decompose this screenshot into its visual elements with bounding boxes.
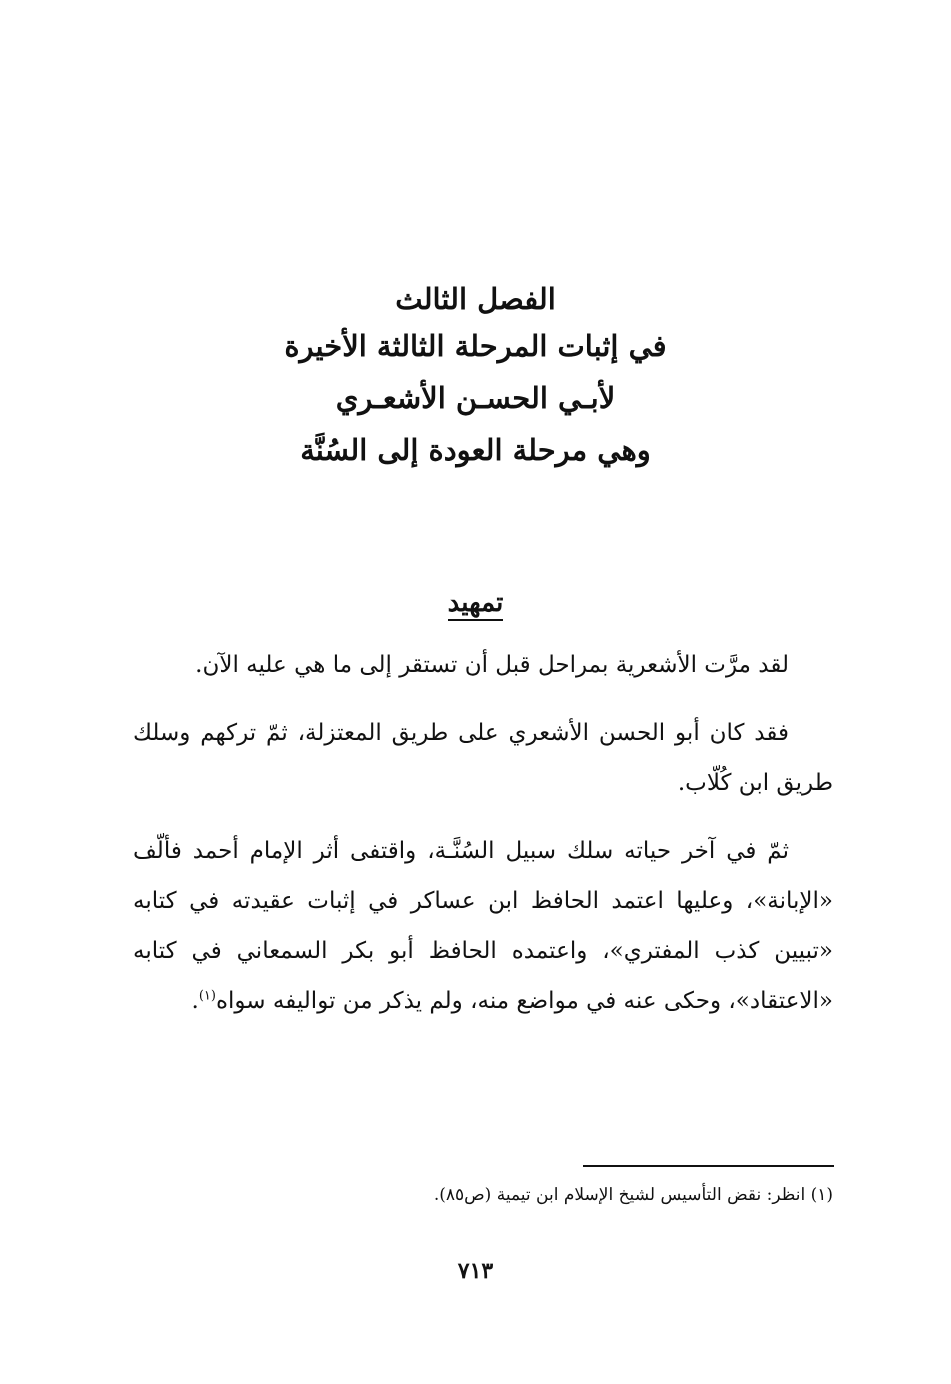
chapter-header: [120, 278, 831, 476]
chapter-title-line-2: لأبـي الحسـن الأشعـري: [335, 381, 616, 415]
footnote-divider: [583, 1165, 834, 1167]
paragraph-3-end: .: [191, 988, 199, 1014]
section-heading: [120, 583, 831, 623]
paragraph-3: [133, 826, 833, 1026]
section-heading-text: تمهيد: [448, 588, 504, 621]
paragraph-1: لقد مرَّت الأشعرية بمراحل قبل أن تستقر إلى ما هي عليه الآن.: [195, 652, 789, 678]
chapter-title-line-3: وهي مرحلة العودة إلى السُنَّة: [300, 433, 651, 467]
paragraph-3-text: ثمّ في آخر حياته سلك سبيل السُنَّـة، واقتفى أثر الإمام أحمد فألّف «الإبانة»، وعليها اعتمد الحافظ ابن عساكر في إثبات عقيدته في كتابه «تبيين كذب المفتري»، واعتمده الحافظ أبو بكر السمعاني في كتابه «الاعتقاد»، وحكى عنه في مواضع منه، ولم يذكر من تواليفه سواه: [133, 838, 833, 1014]
page-number: ٧١٣: [457, 1258, 494, 1284]
chapter-number: الفصل الثالث: [395, 282, 556, 316]
footnote-reference[interactable]: (١): [198, 988, 216, 1004]
body-text: [133, 640, 833, 1044]
footnote: (١) انظر: نقض التأسيس لشيخ الإسلام ابن تيمية (ص٨٥).: [433, 1185, 833, 1205]
paragraph-2: فقد كان أبو الحسن الأشعري على طريق المعتزلة، ثمّ تركهم وسلك طريق ابن كُلّاب.: [133, 720, 833, 796]
chapter-title-line-1: في إثبات المرحلة الثالثة الأخيرة: [284, 329, 667, 363]
